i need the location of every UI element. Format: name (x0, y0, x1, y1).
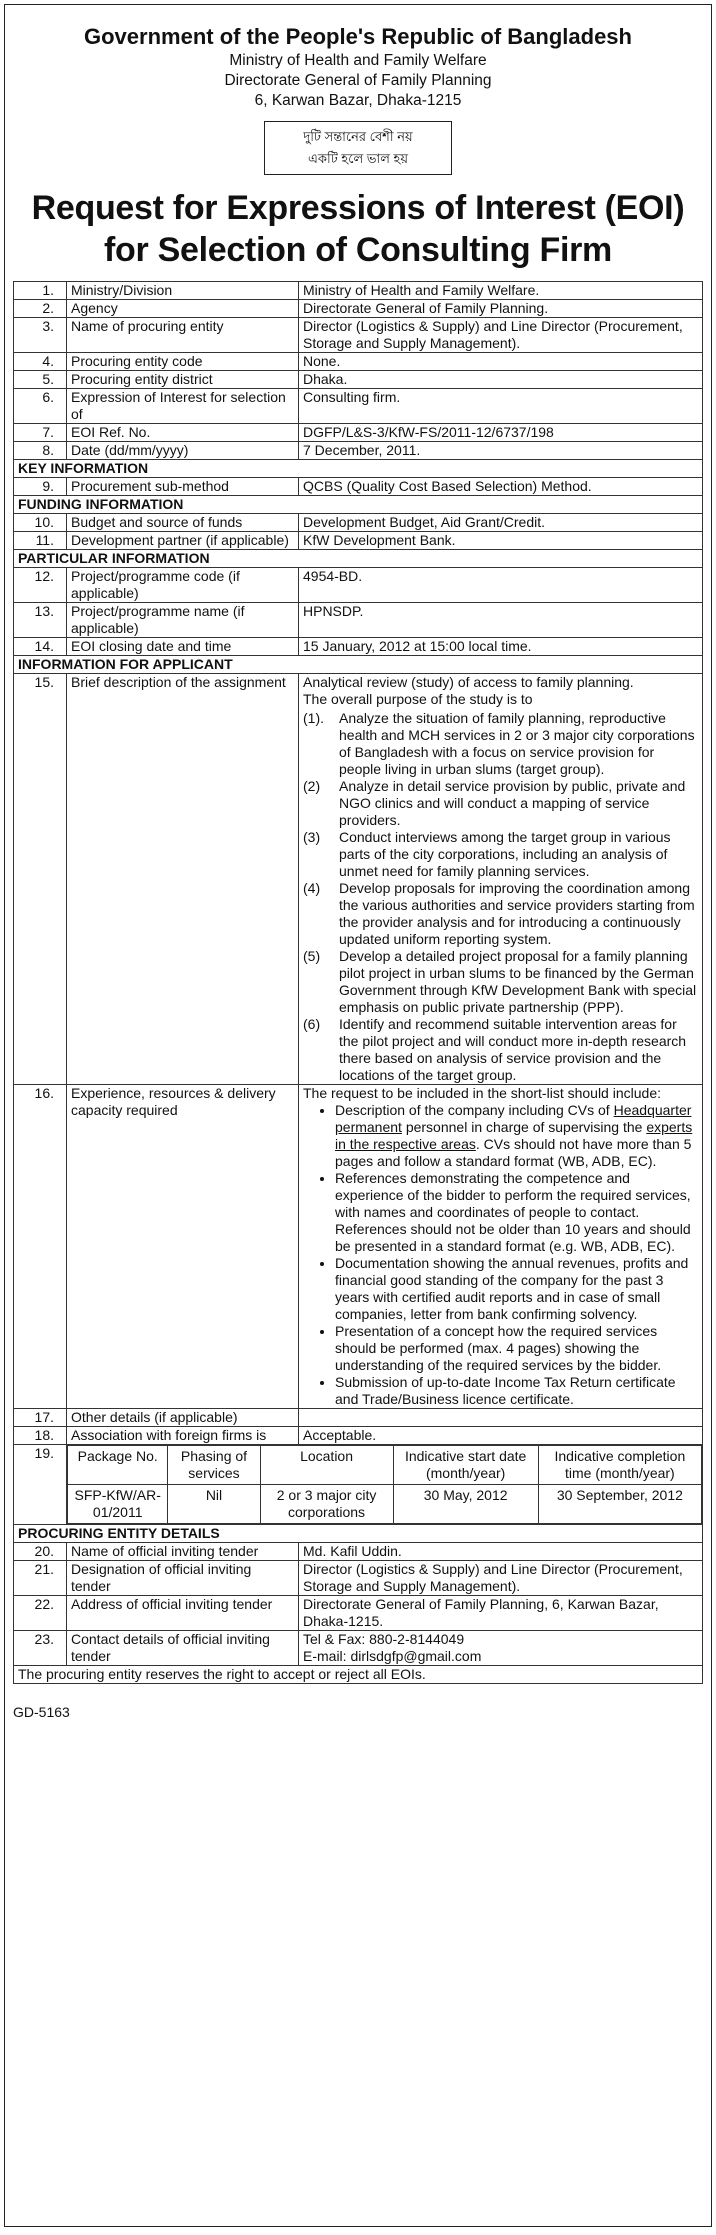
directorate-name: Directorate General of Family Planning (224, 72, 492, 89)
table-cell: 18. (14, 1427, 67, 1445)
table-cell: 7 December, 2011. (299, 442, 703, 460)
slogan-box (264, 121, 452, 175)
table-row (14, 514, 703, 532)
table-cell: Development partner (if applicable) (67, 532, 299, 550)
table-cell: Procuring entity code (67, 353, 299, 371)
table-cell: HPNSDP. (299, 603, 703, 638)
table-row (14, 532, 703, 550)
table-cell: Brief description of the assignment (67, 674, 299, 1085)
table-cell: Tel & Fax: 880-2-8144049 E-mail: dirlsdgfp@gmail.com (299, 1631, 703, 1666)
table-cell: EOI Ref. No. (67, 424, 299, 442)
table-cell: Contact details of official inviting tender (67, 1631, 299, 1666)
table-cell: 8. (14, 442, 67, 460)
table-row (68, 1485, 702, 1524)
table-row (14, 1409, 703, 1427)
section-key-information (14, 460, 703, 478)
table-cell: Association with foreign firms is (67, 1427, 299, 1445)
list-item: (5) Develop a detailed project proposal for a family planning pilot project in urban slums to be financed by the German Government through KfW Development Bank with special emphasis on public private partnership (PPP). (303, 948, 697, 1015)
table-row (14, 1543, 703, 1561)
section-particular-information (14, 550, 703, 568)
table-cell: 16. (14, 1085, 67, 1409)
table-row (14, 1631, 703, 1666)
table-cell: 30 May, 2012 (393, 1485, 538, 1524)
table-cell: Md. Kafil Uddin. (299, 1543, 703, 1561)
capacity-requirements: The request to be included in the short-list should include: • Description of the company including CVs of Headquarter permanent personnel in charge of supervising the experts in the respective areas. CVs should not have more than 5 pages and follow a standard format (WB, ADB, EC). • References demonstrating the competence and experience of the bidder to perform the required services, with names and coordinates of people to contact. References should not be older than 10 years and should be presented in a standard format (e.g. WB, ADB, EC). • Documentation showing the annual revenues, profits and financial good standing of the company for the past 3 years with certified audit reports and in case of small companies, letter from bank confirming solvency. • Presentation of a concept how the required services should be performed (max. 4 pages) showing the understanding of the required services by the bidder. • Submission of up-to-date Income Tax Return certificate and Trade/Business licence certificate. (299, 1085, 703, 1409)
table-cell: 14. (14, 638, 67, 656)
list-item: • Presentation of a concept how the required services should be performed (max. 4 pages) showing the understanding of the required services by the bidder. (335, 1323, 698, 1374)
table-cell: 9. (14, 478, 67, 496)
table-row (14, 1596, 703, 1631)
assignment-item-list (303, 710, 698, 1084)
office-address: 6, Karwan Bazar, Dhaka-1215 (254, 92, 462, 109)
table-cell: Ministry/Division (67, 282, 299, 300)
table-cell: Procuring entity district (67, 371, 299, 389)
table-row (14, 318, 703, 353)
table-cell: Project/programme code (if applicable) (67, 568, 299, 603)
table-cell: 17. (14, 1409, 67, 1427)
table-row (14, 300, 703, 318)
table-cell: Budget and source of funds (67, 514, 299, 532)
list-item: (2) Analyze in detail service provision by public, private and NGO clinics and will conduct a mapping of service providers. (303, 778, 686, 828)
table-cell: 7. (14, 424, 67, 442)
table-row (14, 478, 703, 496)
table-row (14, 1427, 703, 1445)
list-item: • Documentation showing the annual revenues, profits and financial good standing of the company for the past 3 years with certified audit reports and in case of small companies, letter from bank confirming solvency. (335, 1255, 698, 1323)
table-cell: Consulting firm. (299, 389, 703, 424)
list-item: (1). Analyze the situation of family planning, reproductive health and MCH services in 2 or 3 major city corporations of Bangladesh with a focus on service provision for people living in urban slums (target group). (303, 710, 695, 777)
section-procuring-entity-details (14, 1525, 703, 1543)
table-cell: Procurement sub-method (67, 478, 299, 496)
table-row (14, 674, 703, 1085)
table-cell: 22. (14, 1596, 67, 1631)
table-cell: 2. (14, 300, 67, 318)
table-row (14, 568, 703, 603)
table-cell: Address of official inviting tender (67, 1596, 299, 1631)
table-cell: Other details (if applicable) (67, 1409, 299, 1427)
table-cell: 13. (14, 603, 67, 638)
government-name: Government of the People's Republic of Bangladesh (84, 24, 632, 49)
table-cell: Indicative start date (month/year) (393, 1446, 538, 1485)
eoi-notice (4, 4, 712, 2227)
ministry-name: Ministry of Health and Family Welfare (229, 52, 487, 69)
table-cell: Experience, resources & delivery capacity required (67, 1085, 299, 1409)
table-cell: Expression of Interest for selection of (67, 389, 299, 424)
table-cell: 11. (14, 532, 67, 550)
table-row (14, 424, 703, 442)
table-cell: Package No. (68, 1446, 168, 1485)
table-cell: INFORMATION FOR APPLICANT (14, 656, 703, 674)
table-cell: 15 January, 2012 at 15:00 local time. (299, 638, 703, 656)
table-cell: Acceptable. (299, 1427, 703, 1445)
table-cell: KEY INFORMATION (14, 460, 703, 478)
table-cell: 23. (14, 1631, 67, 1666)
table-cell (67, 1445, 703, 1525)
package-table (67, 1445, 702, 1524)
table-cell: 4954-BD. (299, 568, 703, 603)
slogan-line-1: দুটি সন্তানের বেশী নয় (303, 129, 413, 144)
table-cell: 2 or 3 major city corporations (260, 1485, 393, 1524)
table-cell: Location (260, 1446, 393, 1485)
table-row (68, 1446, 702, 1485)
assignment-description: Analytical review (study) of access to family planning. The overall purpose of the study is to (1). Analyze the situation of family planning, reproductive health and MCH services in 2 or 3 major city corporations of Bangladesh with a focus on service provision for people living in urban slums (target group). (2) Analyze in detail service provision by public, private and NGO clinics and will conduct a mapping of service providers. (3) Conduct interviews among the target group in various parts of the city corporations, including an analysis of unmet need for family planning services. (4) Develop proposals for improving the coordination among the various authorities and service providers starting from the provider analysis and for introducing a continuously updated uniform reporting system. (5) Develop a detailed project proposal for a family planning pilot project in urban slums to be financed by the German Government through KfW Development Bank with special emphasis on public private partnership (PPP). (6) Identify and recommend suitable intervention areas for the pilot project and will conduct more in-depth research there based on analysis of service provision and the locations of the target group. (299, 674, 703, 1085)
list-item: (6) Identify and recommend suitable intervention areas for the pilot project and will conduct more in-depth research there based on analysis of service provision and the locations of the target group. (303, 1016, 687, 1083)
table-cell: QCBS (Quality Cost Based Selection) Method. (299, 478, 703, 496)
section-funding-information (14, 496, 703, 514)
table-row (14, 1085, 703, 1409)
table-cell: 21. (14, 1561, 67, 1596)
table-row (14, 442, 703, 460)
title-line-2: for Selection of Consulting Firm (104, 231, 612, 269)
table-cell: Name of official inviting tender (67, 1543, 299, 1561)
table-cell: Project/programme name (if applicable) (67, 603, 299, 638)
table-cell: Directorate General of Family Planning. (299, 300, 703, 318)
table-row (14, 603, 703, 638)
table-cell: 3. (14, 318, 67, 353)
table-cell: SFP-KfW/AR-01/2011 (68, 1485, 168, 1524)
gd-number: GD-5163 (13, 1704, 70, 1720)
list-item: (3) Conduct interviews among the target group in various parts of the city corporations, including an analysis of unmet need for family planning services. (303, 829, 671, 879)
reservation-row (14, 1666, 703, 1684)
table-row (14, 282, 703, 300)
requirements-list (303, 1102, 698, 1408)
table-row (14, 353, 703, 371)
table-row (14, 1561, 703, 1596)
eoi-table (13, 281, 703, 1684)
list-item: • References demonstrating the competence and experience of the bidder to perform the required services, with names and coordinates of people to contact. References should not be older than 10 years and should be presented in a standard format (e.g. WB, ADB, EC). (335, 1170, 698, 1255)
table-cell: Agency (67, 300, 299, 318)
table-cell (299, 1409, 703, 1427)
table-cell: Phasing of services (168, 1446, 260, 1485)
table-cell: 6. (14, 389, 67, 424)
table-cell: Dhaka. (299, 371, 703, 389)
section-information-for-applicant (14, 656, 703, 674)
table-row (14, 389, 703, 424)
table-cell: Development Budget, Aid Grant/Credit. (299, 514, 703, 532)
table-cell: Directorate General of Family Planning, 6, Karwan Bazar, Dhaka-1215. (299, 1596, 703, 1631)
table-cell: Director (Logistics & Supply) and Line Director (Procurement, Storage and Supply Management). (299, 1561, 703, 1596)
notice-header (5, 23, 711, 271)
table-cell: Indicative completion time (month/year) (538, 1446, 701, 1485)
table-cell: PARTICULAR INFORMATION (14, 550, 703, 568)
table-cell: Nil (168, 1485, 260, 1524)
table-cell: 4. (14, 353, 67, 371)
table-cell: 5. (14, 371, 67, 389)
slogan-line-2: একটি হলে ভাল হয় (308, 151, 408, 166)
table-cell: FUNDING INFORMATION (14, 496, 703, 514)
table-row (14, 1445, 703, 1525)
table-cell: 30 September, 2012 (538, 1485, 701, 1524)
table-row (14, 638, 703, 656)
table-row (14, 371, 703, 389)
list-item: (4) Develop proposals for improving the coordination among the various authorities and service providers starting from the provider analysis and for introducing a continuously updated uniform reporting system. (303, 880, 695, 947)
table-cell: The procuring entity reserves the right to accept or reject all EOIs. (14, 1666, 703, 1684)
table-cell: Ministry of Health and Family Welfare. (299, 282, 703, 300)
table-cell: 10. (14, 514, 67, 532)
notice-title (5, 187, 711, 271)
table-cell: 20. (14, 1543, 67, 1561)
table-cell: 15. (14, 674, 67, 1085)
list-item: • Submission of up-to-date Income Tax Return certificate and Trade/Business licence certificate. (335, 1374, 698, 1408)
title-line-1: Request for Expressions of Interest (EOI) (31, 189, 685, 227)
table-cell: 19. (14, 1445, 67, 1525)
table-cell: None. (299, 353, 703, 371)
table-cell: 12. (14, 568, 67, 603)
table-cell: PROCURING ENTITY DETAILS (14, 1525, 703, 1543)
table-cell: DGFP/L&S-3/KfW-FS/2011-12/6737/198 (299, 424, 703, 442)
table-cell: 1. (14, 282, 67, 300)
table-cell: Director (Logistics & Supply) and Line Director (Procurement, Storage and Supply Management). (299, 318, 703, 353)
table-cell: KfW Development Bank. (299, 532, 703, 550)
list-item: • Description of the company including CVs of Headquarter permanent personnel in charge of supervising the experts in the respective areas. CVs should not have more than 5 pages and follow a standard format (WB, ADB, EC). (335, 1102, 698, 1170)
table-cell: Designation of official inviting tender (67, 1561, 299, 1596)
table-cell: Name of procuring entity (67, 318, 299, 353)
table-cell: EOI closing date and time (67, 638, 299, 656)
table-cell: Date (dd/mm/yyyy) (67, 442, 299, 460)
